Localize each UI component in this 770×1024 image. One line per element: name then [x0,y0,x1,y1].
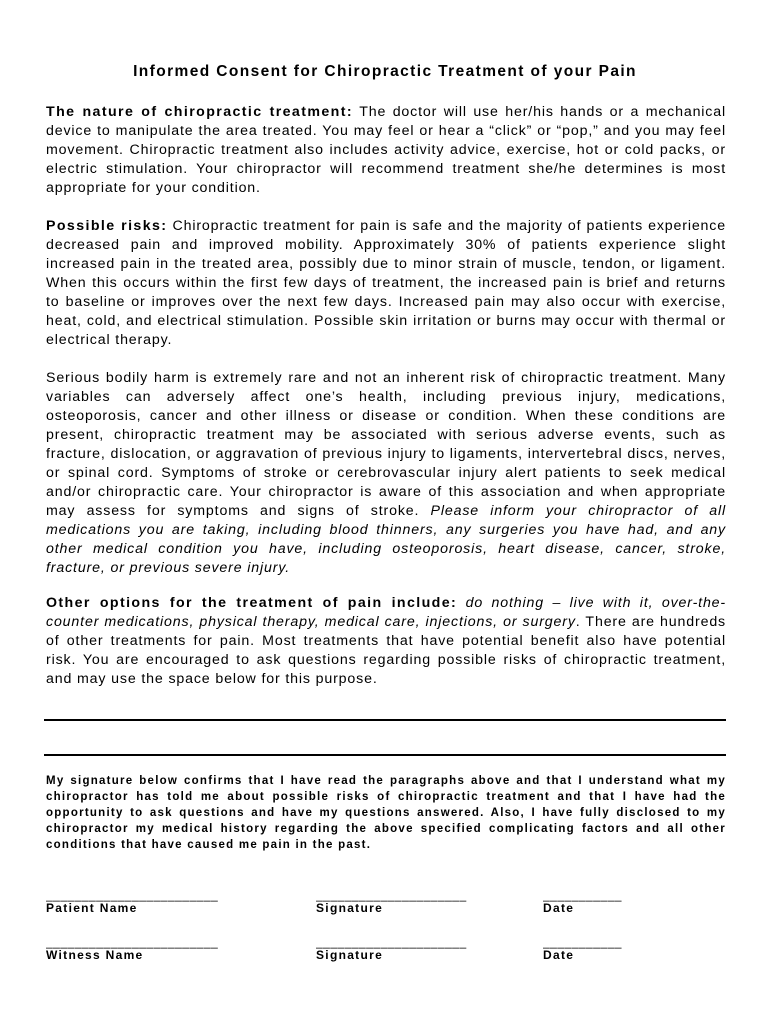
nature-text: The doctor will use her/his hands or a mechanical device to manipulate the area treated. You may feel or hear a “click” or “pop,” and you may feel movement. Chiropractic treatment also includes activity advice, exercise, hot or cold packs, or electric stimulation. Your chiropractor will recommend treatment she/he determines is most appropriate for your condition. [46,104,726,196]
signature-confirmation: My signature below confirms that I have read the paragraphs above and that I understand what my chiropractor has told me about possible risks of chiropractic treatment and that I have had the opportunity to ask questions and have my questions answered. Also, I have fully disclosed to my chiropractor my medical history regarding the above specified complicating factors and all other conditions that have caused me pain in the past. [46,775,726,851]
other-options-paragraph [46,594,726,689]
serious-harm-paragraph [46,369,726,578]
witness-signature-label: Signature [316,948,384,962]
other-options-list: do nothing – live with it, over-the-counter medications, physical therapy, medical care, injections, or surgery [46,595,726,630]
patient-name-label: Patient Name [46,901,138,915]
witness-name-line[interactable]: ________________________ [46,935,219,949]
witness-date-line[interactable]: ___________ [543,935,622,949]
risks-text: Chiropractic treatment for pain is safe and the majority of patients experience decreased pain and improved mobility. Approximately 30% of patients experience slight increased pain in the treated area, possibly due to minor strain of muscle, tendon, or ligament. When this occurs within the first few days of treatment, the increased pain is brief and returns to baseline or improves over the next few days. Increased pain may also occur with exercise, heat, cold, and electrical stimulation. Possible skin irritation or burns may occur with thermal or electrical therapy. [46,218,726,348]
other-options-text: . There are hundreds of other treatments for pain. Most treatments that have potential benefit also have potential risk. You are encouraged to ask questions regarding possible risks of chiropractic treatment, and may use the space below for this purpose. [46,614,726,687]
serious-harm-notice: Please inform your chiropractor of all medications you are taking, including blood thinners, any surgeries you have had, and any other medical condition you have, including osteoporosis, heart disease, cancer, stroke, fracture, or previous severe injury. [46,503,727,576]
serious-harm-text: Serious bodily harm is extremely rare and not an inherent risk of chiropractic treatment. Many variables can adversely affect one’s health, including previous injury, medications, osteoporosis, cancer and other illness or disease or condition. When these conditions are present, chiropractic treatment may be associated with serious adverse events, such as fracture, dislocation, or aggravation of previous injury to ligaments, intervertebral discs, nerves, or spinal cord. Symptoms of stroke or cerebrovascular injury alert patients to seek medical and/or chiropractic care. Your chiropractor is aware of this association and when appropriate may assess for symptoms and signs of stroke. [46,370,726,519]
nature-paragraph [46,103,726,198]
other-options-heading: Other options for the treatment of pain include: [46,595,458,611]
risks-paragraph [46,217,726,350]
question-line-1[interactable] [44,719,726,721]
patient-signature-label: Signature [316,901,384,915]
patient-date-label: Date [543,901,575,915]
risks-heading: Possible risks: [46,218,168,234]
witness-signature-line[interactable]: _____________________ [316,935,467,949]
witness-name-label: Witness Name [46,948,144,962]
page-title: Informed Consent for Chiropractic Treatment of your Pain [133,63,637,80]
patient-signature-line[interactable]: _____________________ [316,888,467,902]
patient-date-line[interactable]: ___________ [543,888,622,902]
witness-date-label: Date [543,948,575,962]
question-line-2[interactable] [44,754,726,756]
nature-heading: The nature of chiropractic treatment: [46,104,353,120]
patient-name-line[interactable]: ________________________ [46,888,219,902]
